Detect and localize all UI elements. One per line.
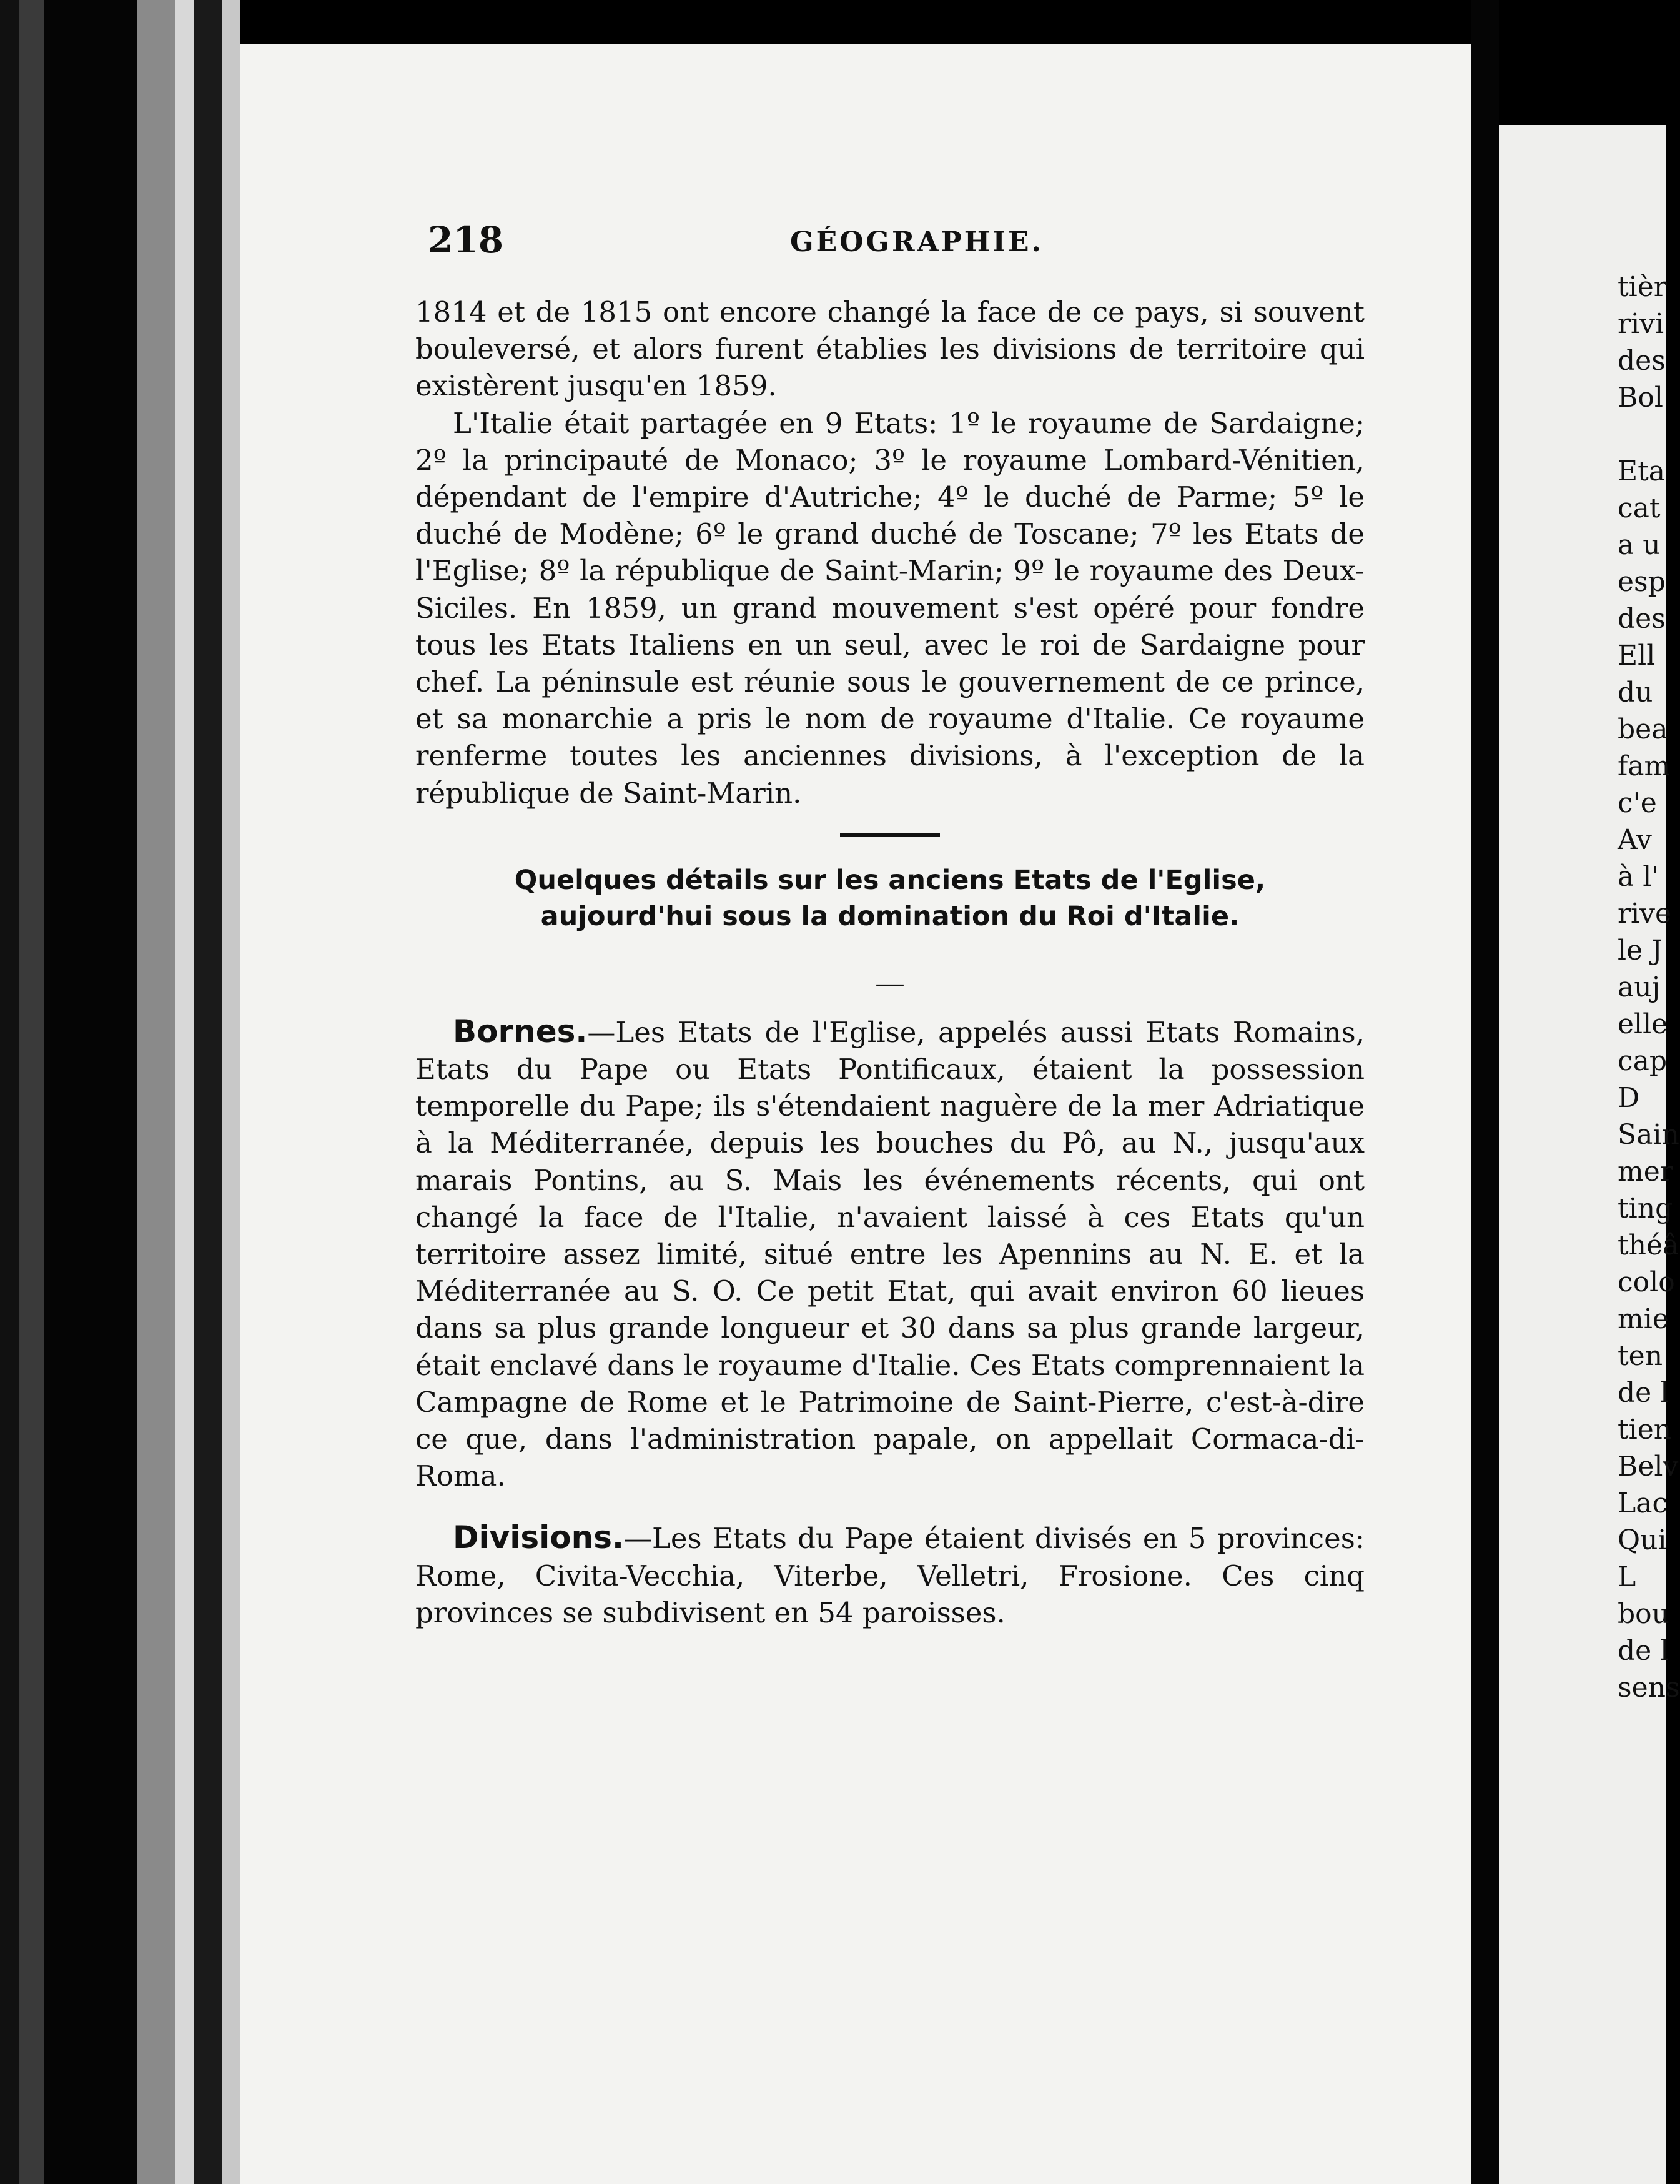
right-page-line: ting [1618,1193,1673,1224]
right-page-line: théâ [1618,1229,1679,1261]
right-page-line: Eta [1618,455,1666,487]
right-page-line: des [1618,603,1666,635]
page-number: 218 [428,219,504,261]
right-page-line: Sain [1618,1119,1679,1151]
right-page-line: a u [1618,529,1661,561]
book-edge [19,0,44,2184]
right-page-line: cap [1618,1045,1668,1077]
section-title-line: Quelques détails sur les anciens Etats de l'Eglise, [514,864,1266,896]
right-page-line: colo [1618,1266,1675,1298]
right-page-text [1618,269,1680,1706]
page-gutter [1471,0,1499,2184]
section-separator: — [875,965,905,1001]
paragraph-text: —Les Etats de l'Eglise, appelés aussi Etats Romains, Etats du Pape ou Etats Pontificaux, étaient la possession temporelle du Pape; ils s'étendaient naguère de la mer Adriatique à la Méditerranée, depuis les bouches du Pô, au N., jusqu'aux marais Pontins, au S. Mais les événements récents, qui ont changé la face de l'Italie, n'avaient laissé à ces Etats qu'un territoire assez limité, situé entre les Apennins au N. E. et la Méditerranée au S. O. Ce petit Etat, qui avait environ 60 lieues dans sa plus grande longueur et 30 dans sa plus grande largeur, était enclavé dans le royaume d'Italie. Ces Etats comprennaient la Campagne de Rome et le Patrimoine de Saint-Pierre, c'est-à-dire ce que, dans l'administration papale, on appellait Cormaca-di-Roma. [415,1015,1365,1493]
right-page-line: elle [1618,1008,1668,1040]
right-page-line: tièr [1618,271,1667,303]
right-page-line: des [1618,345,1666,377]
book-edge [44,0,137,2184]
right-page-line: cat [1618,492,1661,524]
right-page-line: sens [1618,1672,1680,1704]
book-edge [0,0,19,2184]
right-page-line: tien [1618,1414,1672,1446]
paragraph: 1814 et de 1815 ont encore changé la face de ce pays, si souvent bouleversé, et alors furent établies les divisions de territoire qui existèrent jusqu'en 1859. [415,295,1365,403]
right-page-line: de l [1618,1377,1669,1409]
paragraph-bornes [415,1013,1365,1495]
paragraph-lead: Bornes. [453,1013,588,1050]
right-page-line: du [1618,677,1653,708]
right-page-line: rivi [1618,308,1664,340]
right-page-line: le J [1618,935,1663,966]
paragraph-divisions [415,1519,1365,1631]
section-title-line: aujourd'hui sous la domination du Roi d'Italie. [540,900,1240,932]
book-edge [222,0,240,2184]
right-page-line: c'e [1618,787,1657,819]
right-page-line: Qui [1618,1524,1667,1556]
paragraph-text: —Les Etats du Pape étaient divisés en 5 provinces: Rome, Civita-Vecchia, Viterbe, Velletri, Frosione. Ces cinq provinces se subdivisent en 54 paroisses. [415,1522,1365,1629]
right-page-line: fam [1618,750,1671,782]
right-page-line: Lac [1618,1487,1668,1519]
right-page-line [1618,416,1680,453]
right-page-line: ten [1618,1340,1663,1372]
book-edge [194,0,222,2184]
right-page-line: Ell [1618,640,1656,672]
page-header [428,219,1365,269]
section-title [415,862,1365,935]
paragraph-lead: Divisions. [453,1519,624,1556]
right-page-line: Av [1618,824,1652,856]
right-page-line: L [1618,1561,1636,1593]
right-page-line: bou [1618,1598,1669,1630]
right-page-line: rive [1618,898,1672,930]
paragraph: L'Italie était partagée en 9 Etats: 1º le royaume de Sardaigne; 2º la principauté de Monaco; 3º le royaume Lombard-Vénitien, dépendant de l'empire d'Autriche; 4º le duché de Parme; 5º le duché de Modène; 6º le grand duché de Toscane; 7º les Etats de l'Eglise; 8º la république de Saint-Marin; 9º le royaume des Deux-Siciles. En 1859, un grand mouvement s'est opéré pour fondre tous les Etats Italiens en un seul, avec le roi de Sardaigne pour chef. La péninsule est réunie sous le gouvernement de ce prince, et sa monarchie a pris le nom de royaume d'Italie. Ce royaume renferme toutes les anciennes divisions, à l'exception de la république de Saint-Marin. [415,406,1365,810]
right-page-line: bea [1618,713,1668,745]
page-body [415,294,1365,1631]
right-page-line: de l [1618,1635,1669,1667]
book-edge [175,0,194,2184]
right-page-line: D [1618,1082,1640,1114]
section-rule [840,833,940,837]
right-page-line: à l' [1618,861,1659,893]
right-page-line: Bol [1618,382,1663,414]
right-page-line: auj [1618,971,1661,1003]
book-edge [137,0,175,2184]
right-page-line: Belv [1618,1451,1679,1482]
right-page-line: esp [1618,566,1666,598]
right-page-line: mer [1618,1156,1673,1188]
running-title: GÉOGRAPHIE. [790,226,1044,258]
right-page-line: mie [1618,1303,1669,1335]
